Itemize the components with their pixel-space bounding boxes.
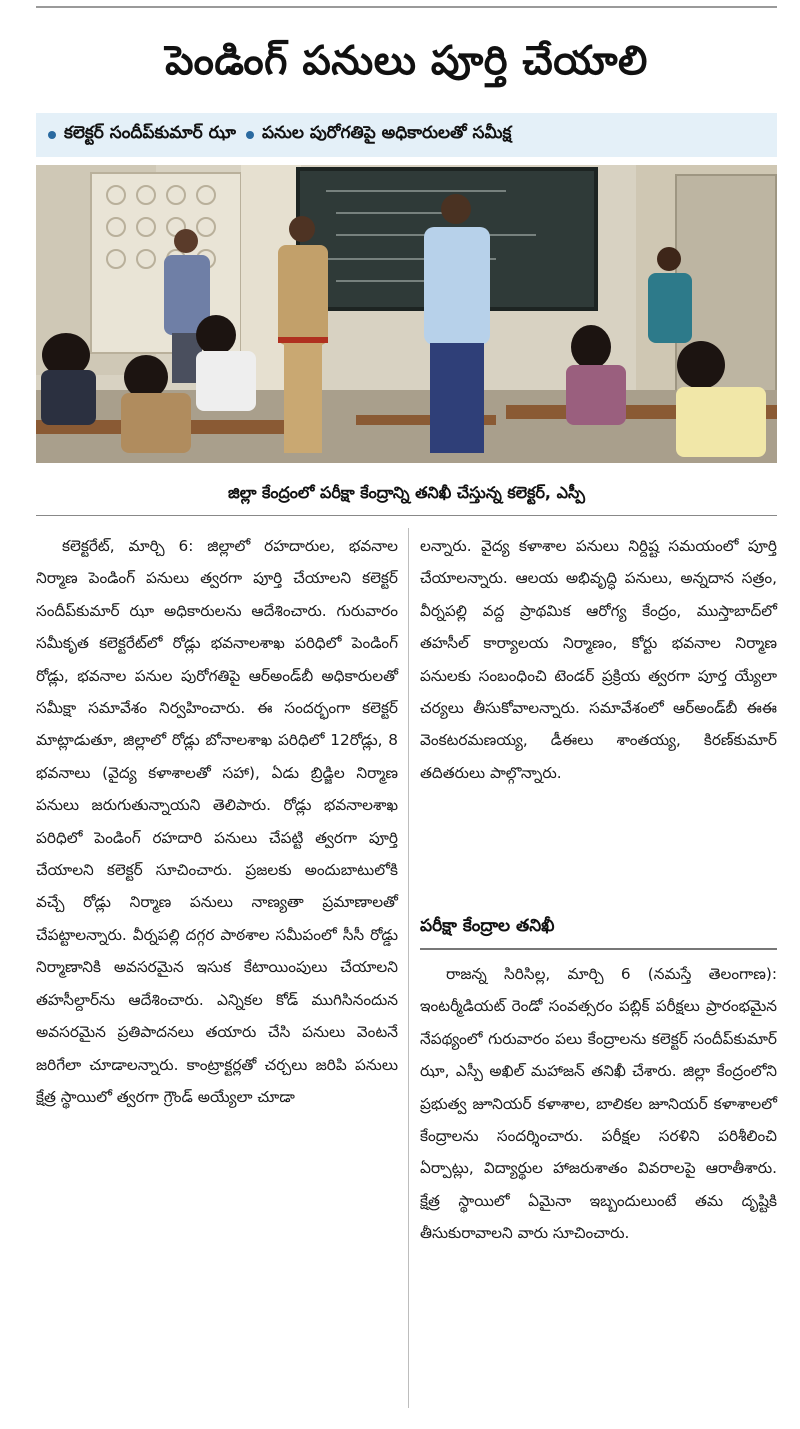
article-column-right (420, 530, 777, 789)
subheading-2: పనుల పురోగతిపై అధికారులతో సమీక్ష (261, 123, 512, 143)
exam-hall-photo-illustration (36, 165, 777, 463)
bullet-icon (48, 131, 56, 139)
subsection-title: పరీక్షా కేంద్రాల తనిఖీ (420, 916, 555, 936)
bullet-icon (246, 131, 254, 139)
article-text-left: కలెక్టరేట్, మార్చి 6: జిల్లాలో రహదారుల, భవనాల నిర్మాణ పెండింగ్ పనులు త్వరగా పూర్తి చేయాలని కలెక్టర్ సందీప్‌కుమార్ ఝా అధికారులను ఆదేశించారు. గురువారం సమీకృత కలెక్టరేట్‌లో రోడ్లు భవనాలశాఖ పరిధిలో పెండింగ్ రోడ్లు, భవనాల పనుల పురోగతిపై ఆర్అండ్‌బీ అధికారులతో సమీక్షా సమావేశం నిర్వహించారు. ఈ సందర్భంగా కలెక్టర్ మాట్లాడుతూ, జిల్లాలో రోడ్లు బోనాలశాఖ పరిధిలో 12రోడ్లు, 8 భవనాలు (వైద్య కళాశాలతో సహా), ఏడు బ్రిడ్జిల నిర్మాణ పనులు జరుగుతున్నాయని తెలిపారు. రోడ్లు భవనాలశాఖ పరిధిలో పెండింగ్ రహదారి పనులు చేపట్టి త్వరగా పూర్తి చేయాలని కలెక్టర్ సూచించారు. ప్రజలకు అందుబాటులోకి వచ్చే రోడ్లు నిర్మాణ పనులు నాణ్యతా ప్రమాణాలతో చేపట్టాలన్నారు. వీర్నపల్లి దగ్గర పాఠశాల సమీపంలో సీసీ రోడ్డు నిర్మాణానికి అవసరమైన ఇసుక కేటాయింపులు చేయాలని తహసీల్దార్‌ను ఆదేశించారు. ఎన్నికల కోడ్ ముగిసినందున అవసరమైన ప్రతిపాదనలు తయారు చేసి పనులు వెంటనే జరిగేలా చూడాలన్నారు. కాంట్రాక్టర్లతో చర్చలు జరిపి పనులు క్షేత్ర స్థాయిలో త్వరగా గ్రౌండ్ అయ్యేలా చూడా (36, 537, 398, 1106)
subsection-body (420, 958, 777, 1250)
column-divider (408, 528, 409, 1408)
top-rule (36, 6, 777, 8)
article-text-right: లన్నారు. వైద్య కళాశాల పనులు నిర్దిష్ట సమయంలో పూర్తి చేయాలన్నారు. ఆలయ అభివృద్ధి పనులు, అన్నదాన సత్రం, వీర్నపల్లి వద్ద ప్రాథమిక ఆరోగ్య కేంద్రం, ముస్తాబాద్‌లో తహసీల్ కార్యాలయ నిర్మాణం, కోర్టు భవనాల నిర్మాణ పనులకు సంబంధించి టెండర్ ప్రక్రియ త్వరగా పూర్త య్యేలా చర్యలు తీసుకోవాలన్నారు. సమావేశంలో ఆర్అండ్‌బీ ఈఈ వెంకటరమణయ్య, డీఈలు శాంతయ్య, కిరణ్‌కుమార్ తదితరులు పాల్గొన్నారు. (420, 537, 777, 782)
headline: పెండింగ్ పనులు పూర్తి చేయాలి (165, 38, 648, 84)
subheading-bar (36, 113, 777, 157)
subsection-rule (420, 948, 777, 950)
subsection-text: రాజన్న సిరిసిల్ల, మార్చి 6 (నమస్తే తెలంగాణ): ఇంటర్మీడియట్ రెండో సంవత్సరం పబ్లిక్ పరీక్షలు ప్రారంభమైన నేపథ్యంలో గురువారం పలు కేంద్రాలను కలెక్టర్ సందీప్‌కుమార్ ఝా, ఎస్పీ అఖిల్ మహాజన్ తనిఖీ చేశారు. జిల్లా కేంద్రంలోని ప్రభుత్వ జూనియర్ కళాశాల, బాలికల జూనియర్ కళాశాలలో కేంద్రాలను సందర్శించారు. పరీక్షల సరళిని పరిశీలించి ఏర్పాట్లు, విద్యార్థుల హాజరుశాతం వివరాలపై ఆరాతీశారు. క్షేత్ర స్థాయిలో ఏమైనా ఇబ్బందులుంటే తమ దృష్టికి తీసుకురావాలని వారు సూచించారు. (420, 965, 777, 1243)
news-photo (36, 165, 777, 463)
photo-caption: జిల్లా కేంద్రంలో పరీక్షా కేంద్రాన్ని తనిఖీ చేస్తున్న కలెక్టర్, ఎస్పీ (36, 471, 777, 516)
article-column-left (36, 530, 398, 1113)
subheading-1: కలెక్టర్ సందీప్‌కుమార్ ఝా (64, 123, 236, 143)
subsection-exam-centers (420, 908, 777, 1250)
